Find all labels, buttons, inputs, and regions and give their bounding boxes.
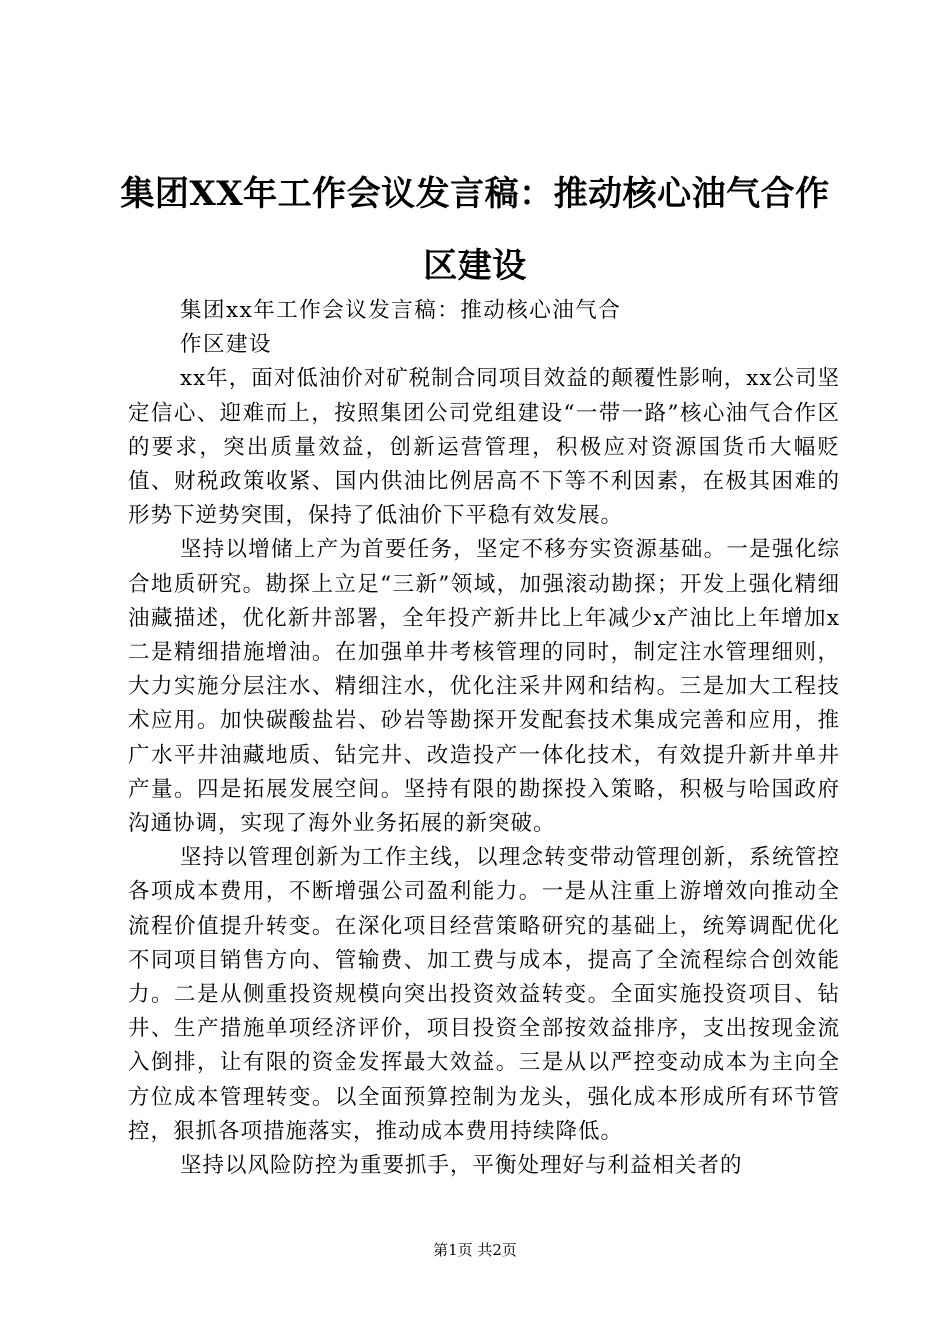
paragraph-2: 坚持以增储上产为首要任务，坚定不移夯实资源基础。一是强化综合地质研究。勘探上立足“三新”领域，加强滚动勘探；开发上强化精细油藏描述，优化新井部署，全年投产新井比上年减少x产油比上年增加x二是精细措施增油。在加强单井考核管理的同时，制定注水管理细则，大力实施分层注水、精细注水，优化注采井网和结构。三是加大工程技术应用。加快碳酸盐岩、砂岩等勘探开发配套技术集成完善和应用，推广水平井油藏地质、钻完井、改造投产一体化技术，有效提升新井单井产量。四是拓展发展空间。坚持有限的勘探投入策略，积极与哈国政府沟通协调，实现了海外业务拓展的新突破。 [128,537,840,837]
paragraph-3: 坚持以管理创新为工作主线，以理念转变带动管理创新，系统管控各项成本费用，不断增强公司盈利能力。一是从注重上游增效向推动全流程价值提升转变。在深化项目经营策略研究的基础上，统筹调配优化不同项目销售方向、管输费、加工费与成本，提高了全流程综合创效能力。二是从侧重投资规模向突出投资效益转变。全面实施投资项目、钻井、生产措施单项经济评价，项目投资全部按效益排序，支出按现金流入倒排，让有限的资金发挥最大效益。三是从以严控变动成本为主向全方位成本管理转变。以全面预算控制为龙头，强化成本形成所有环节管控，狠抓各项措施落实，推动成本费用持续降低。 [128,845,840,1144]
document-title: 集团XX年工作会议发言稿：推动核心油气合作区建设 [120,174,830,286]
document-body [128,294,840,1183]
paragraph-4: 坚持以风险防控为重要抓手，平衡处理好与利益相关者的 [180,1153,743,1179]
page-number-footer: 第1页 共2页 [433,1241,517,1259]
paragraph-1: xx年，面对低油价对矿税制合同项目效益的颠覆性影响，xx公司坚定信心、迎难而上，按照集团公司党组建设“一带一路”核心油气合作区的要求，突出质量效益，创新运营管理，积极应对资源国货币大幅贬值、财税政策收紧、国内供油比例居高不下等不利因素，在极其困难的形势下逆势突围，保持了低油价下平稳有效发展。 [128,366,841,529]
document-subtitle: 集团xx年工作会议发言稿：推动核心油气合作区建设 [180,298,622,358]
